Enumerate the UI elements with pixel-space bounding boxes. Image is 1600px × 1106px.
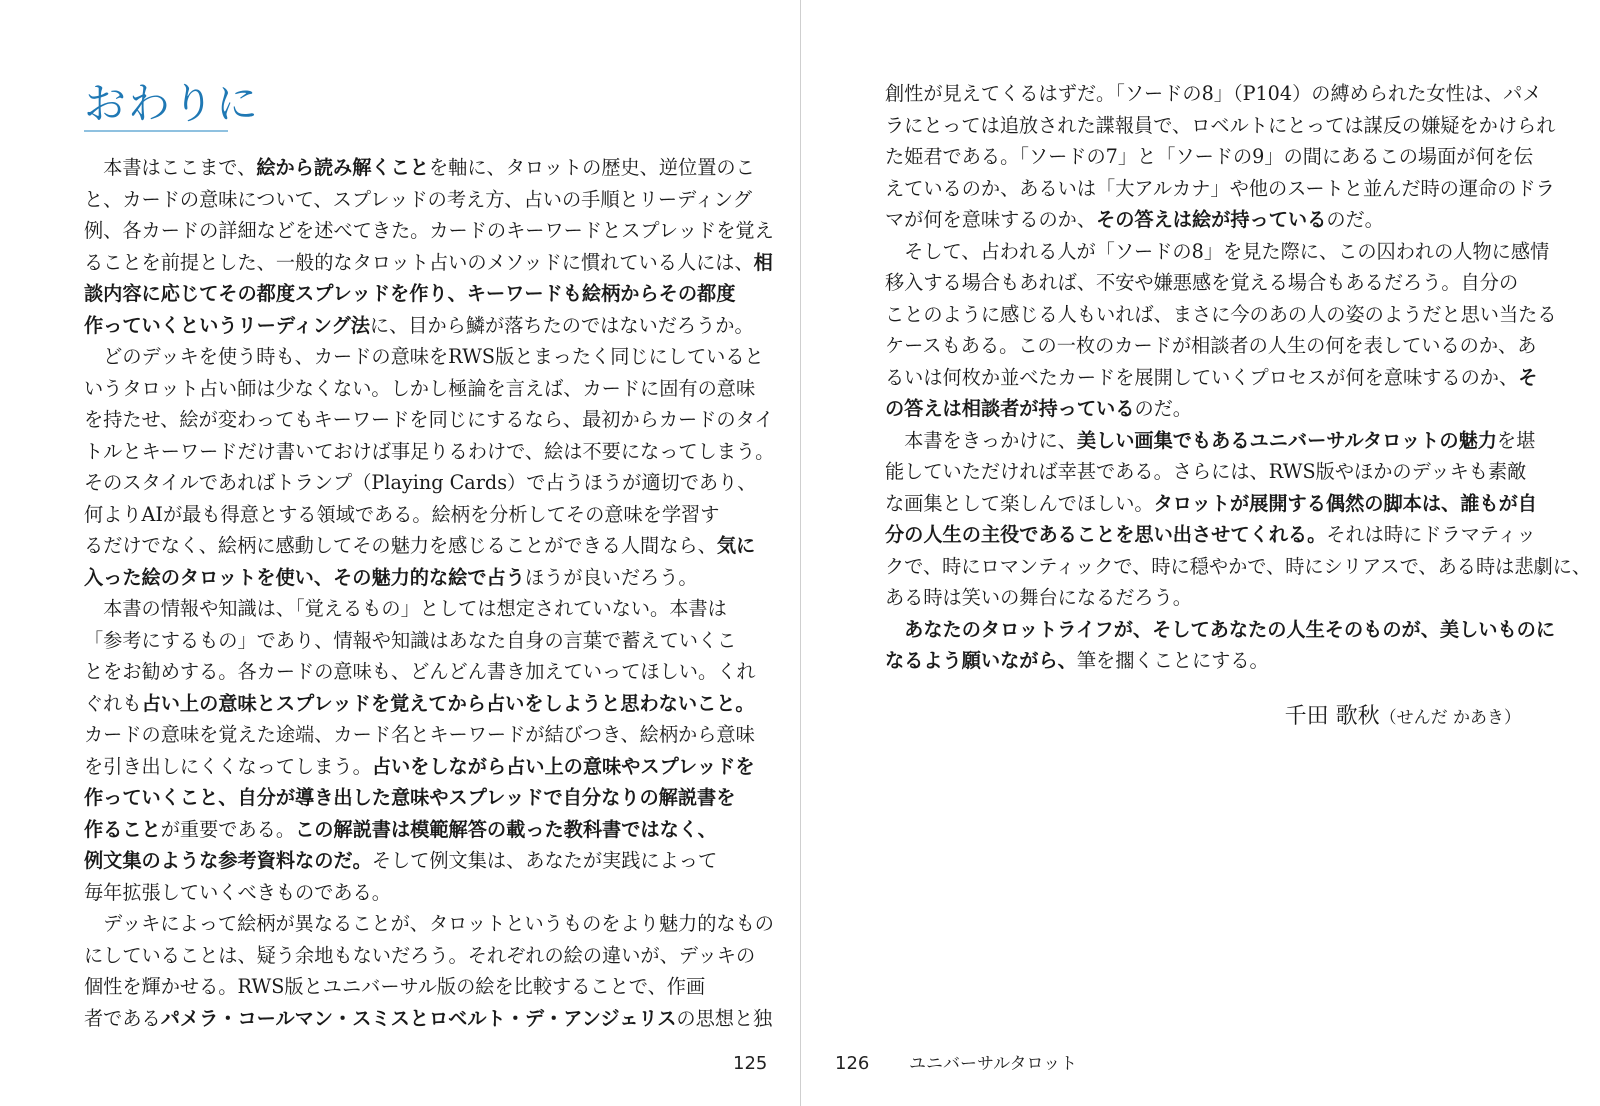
bold-text: その答えは絵が持っている — [1096, 208, 1327, 231]
text-line — [84, 373, 756, 405]
text-run: ほうが良いだろう。 — [524, 565, 698, 589]
text-run: ある時は笑いの舞台になるだろう。 — [885, 586, 1192, 609]
text-run: を軸に、タロットの歴史、逆位置のこ — [429, 156, 755, 179]
text-run: ぐれも — [84, 691, 142, 715]
text-line — [84, 278, 736, 310]
text-run: 本書はここまで、 — [84, 156, 257, 179]
text-run: デッキによって絵柄が異なることが、タロットというものをより魅力的なもの — [84, 912, 774, 935]
text-run: にしていることは、疑う余地もないだろう。それぞれの絵の違いが、デッキの — [84, 943, 756, 967]
text-run: トルとキーワードだけ書いておけば事足りるわけで、絵は不要になってしまう。 — [84, 439, 775, 463]
author-reading: （せんだ かあき） — [1379, 708, 1521, 728]
bold-text: タロットが展開する偶然の脚本は、誰もが自 — [1153, 491, 1537, 515]
text-line — [84, 215, 774, 247]
text-line — [885, 78, 1542, 110]
text-run: が重要である。 — [160, 817, 296, 841]
bold-text: この解説書は模範解答の載った教科書ではなく、 — [295, 817, 717, 841]
text-run: 「参考にするもの」であり、情報や知識はあなた自身の言葉で蓄えていくこ — [84, 628, 737, 652]
text-line — [885, 456, 1527, 488]
text-run: ラにとっては追放された諜報員で、ロベルトにとっては謀反の嫌疑をかけられ — [885, 113, 1556, 137]
bold-text: 作っていくこと、自分が導き出した意味やスプレッドで自分なりの解説書を — [84, 786, 736, 809]
text-run: それは時にドラマティッ — [1326, 523, 1536, 546]
bold-text: なるよう願いながら、 — [885, 649, 1077, 672]
text-line — [84, 782, 736, 814]
text-line — [885, 582, 1521, 614]
text-run: を持たせ、絵が変わってもキーワードを同じにするなら、最初からカードのタイ — [84, 408, 774, 431]
text-line — [84, 845, 720, 877]
bold-text: の答えは相談者が持っている — [885, 397, 1135, 420]
text-run: ことのように感じる人もいれば、まさに今のあの人の姿のようだと思い当たる — [885, 302, 1557, 326]
text-line — [885, 299, 1557, 331]
text-line — [84, 341, 764, 373]
text-run: 例、各カードの詳細などを述べてきた。カードのキーワードとスプレッドを覚え — [84, 219, 774, 242]
text-line — [885, 236, 1550, 268]
text-run: のだ。 — [1134, 397, 1192, 420]
bold-text: 絵から読み解くこと — [256, 156, 429, 179]
chapter-title: おわりに — [84, 79, 261, 128]
text-line — [885, 362, 1538, 394]
text-run: えているのか、あるいは「大アルカナ」や他のスートと並んだ時の運命のドラ — [885, 176, 1555, 200]
bold-text: 気に — [716, 534, 756, 557]
text-run: 本書の情報や知識は、「覚えるもの」としては想定されていない。本書は — [84, 597, 727, 620]
text-line — [885, 488, 1537, 520]
text-run: に、目から鱗が落ちたのではないだろうか。 — [369, 313, 754, 337]
text-line — [885, 173, 1555, 205]
text-line — [84, 1003, 773, 1035]
text-run: ケースもある。この一枚のカードが相談者の人生の何を表しているのか、あ — [885, 334, 1537, 357]
text-run: どのデッキを使う時も、カードの意味をRWS版とまったく同じにしていると — [84, 345, 764, 368]
text-line — [84, 152, 755, 184]
text-run: とをお勧めする。各カードの意味も、どんどん書き加えていってほしい。くれ — [84, 660, 756, 683]
text-run: を引き出しにくくなってしまう。 — [84, 754, 372, 778]
bold-text: パメラ・コールマン・スミスとロベルト・デ・アンジェリス — [160, 1006, 677, 1030]
text-run: 創性が見えてくるはずだ。「ソードの8」（P104）の縛められた女性は、パメ — [885, 82, 1542, 105]
text-run: そして例文集は、あなたが実践によって — [371, 849, 718, 872]
text-line — [885, 330, 1537, 362]
bold-text: 作ること — [84, 817, 161, 841]
text-line — [84, 499, 720, 531]
text-line — [885, 519, 1536, 551]
text-run: そして、占われる人が「ソードの8」を見た際に、この囚われの人物に感情 — [885, 239, 1550, 263]
text-run: と、カードの意味について、スプレッドの考え方、占いの手順とリーディング — [84, 187, 752, 211]
text-line — [885, 204, 1521, 236]
text-line — [885, 425, 1536, 457]
text-line — [84, 751, 755, 783]
text-line — [84, 310, 754, 342]
text-line — [885, 393, 1521, 425]
bold-text: あなたのタロットライフが、そしてあなたの人生そのものが、美しいものに — [885, 617, 1556, 641]
author-signature — [885, 700, 1521, 735]
text-line — [84, 971, 720, 1003]
right-page — [801, 0, 1600, 1106]
text-line — [84, 247, 773, 279]
text-line — [84, 436, 775, 468]
bold-text: 入った絵のタロットを使い、その魅力的な絵で占う — [84, 565, 525, 589]
text-run: 移入する場合もあれば、不安や嫌悪感を覚える場合もあるだろう。自分の — [885, 271, 1519, 294]
bold-text: そ — [1518, 365, 1538, 389]
text-run: を堪 — [1496, 428, 1536, 452]
text-run: の思想と独 — [676, 1006, 773, 1030]
text-line — [84, 625, 737, 657]
text-run: な画集として楽しんでほしい。 — [885, 491, 1154, 515]
author-name: 千田 歌秋 — [1284, 704, 1380, 729]
text-line — [84, 688, 755, 720]
text-run: マが何を意味するのか、 — [885, 208, 1097, 231]
running-head: ユニバーサルタロット — [909, 1054, 1078, 1074]
title-underline — [84, 130, 228, 132]
text-run: カードの意味を覚えた途端、カード名とキーワードが結びつき、絵柄から意味 — [84, 723, 755, 746]
text-run: 何よりAIが最も得意とする領域である。絵柄を分析してその意味を学習す — [84, 502, 720, 526]
text-run: クで、時にロマンティックで、時に穏やかで、時にシリアスで、ある時は悲劇に、 — [885, 554, 1592, 578]
text-run: そのスタイルであればトランプ（Playing Cards）で占うほうが適切であり、 — [84, 471, 757, 494]
bold-text: 分の人生の主役であることを思い出させてくれる。 — [885, 523, 1327, 546]
text-run: 本書をきっかけに、 — [885, 428, 1077, 452]
text-run: 個性を輝かせる。RWS版とユニバーサル版の絵を比較することで、作画 — [84, 975, 706, 998]
text-run: 毎年拡張していくべきものである。 — [84, 880, 391, 904]
bold-text: 占いをしながら占い上の意味やスプレッドを — [371, 754, 755, 778]
text-line — [84, 562, 720, 594]
text-line — [84, 940, 756, 972]
text-run: 者である — [84, 1006, 161, 1030]
text-run: 能していただければ幸甚である。さらには、RWS版やほかのデッキも素敵 — [885, 460, 1527, 483]
page-number-right: 126 — [835, 1053, 870, 1074]
text-line — [84, 404, 774, 436]
text-run: るいは何枚か並べたカードを展開していくプロセスが何を意味するのか、 — [885, 365, 1519, 389]
bold-text: 作っていくというリーディング法 — [84, 313, 370, 337]
text-line — [885, 551, 1592, 583]
page-number-left: 125 — [733, 1053, 768, 1074]
text-line — [84, 719, 755, 751]
text-line — [84, 467, 757, 499]
text-line — [84, 530, 756, 562]
bold-text: 談内容に応じてその都度スプレッドを作り、キーワードも絵柄からその都度 — [84, 282, 736, 305]
text-line — [84, 908, 774, 940]
text-line — [885, 110, 1556, 142]
text-line — [84, 184, 752, 216]
text-run: 筆を擱くことにする。 — [1076, 649, 1269, 672]
text-line — [84, 814, 720, 846]
text-line — [84, 656, 756, 688]
text-line — [885, 614, 1556, 646]
text-run: た姫君である。「ソードの7」と「ソードの9」の間にあるこの場面が何を伝 — [885, 145, 1534, 168]
text-line — [885, 267, 1521, 299]
bold-text: 相 — [753, 250, 773, 274]
text-line — [885, 645, 1521, 677]
right-body-text — [885, 78, 1592, 677]
text-line — [84, 593, 727, 625]
text-run: るだけでなく、絵柄に感動してその魅力を感じることができる人間なら、 — [84, 534, 717, 557]
left-body-text — [84, 152, 775, 1034]
bold-text: 例文集のような参考資料なのだ。 — [84, 849, 372, 872]
text-line — [84, 877, 720, 909]
text-run: いうタロット占い師は少なくない。しかし極論を言えば、カードに固有の意味 — [84, 376, 756, 400]
bold-text: 美しい画集でもあるユニバーサルタロットの魅力 — [1076, 428, 1497, 452]
text-run: のだ。 — [1326, 208, 1384, 231]
text-line — [885, 141, 1534, 173]
bold-text: 占い上の意味とスプレッドを覚えてから占いをしようと思わないこと。 — [141, 691, 755, 715]
text-run: ることを前提とした、一般的なタロット占いのメソッドに慣れている人には、 — [84, 250, 754, 274]
